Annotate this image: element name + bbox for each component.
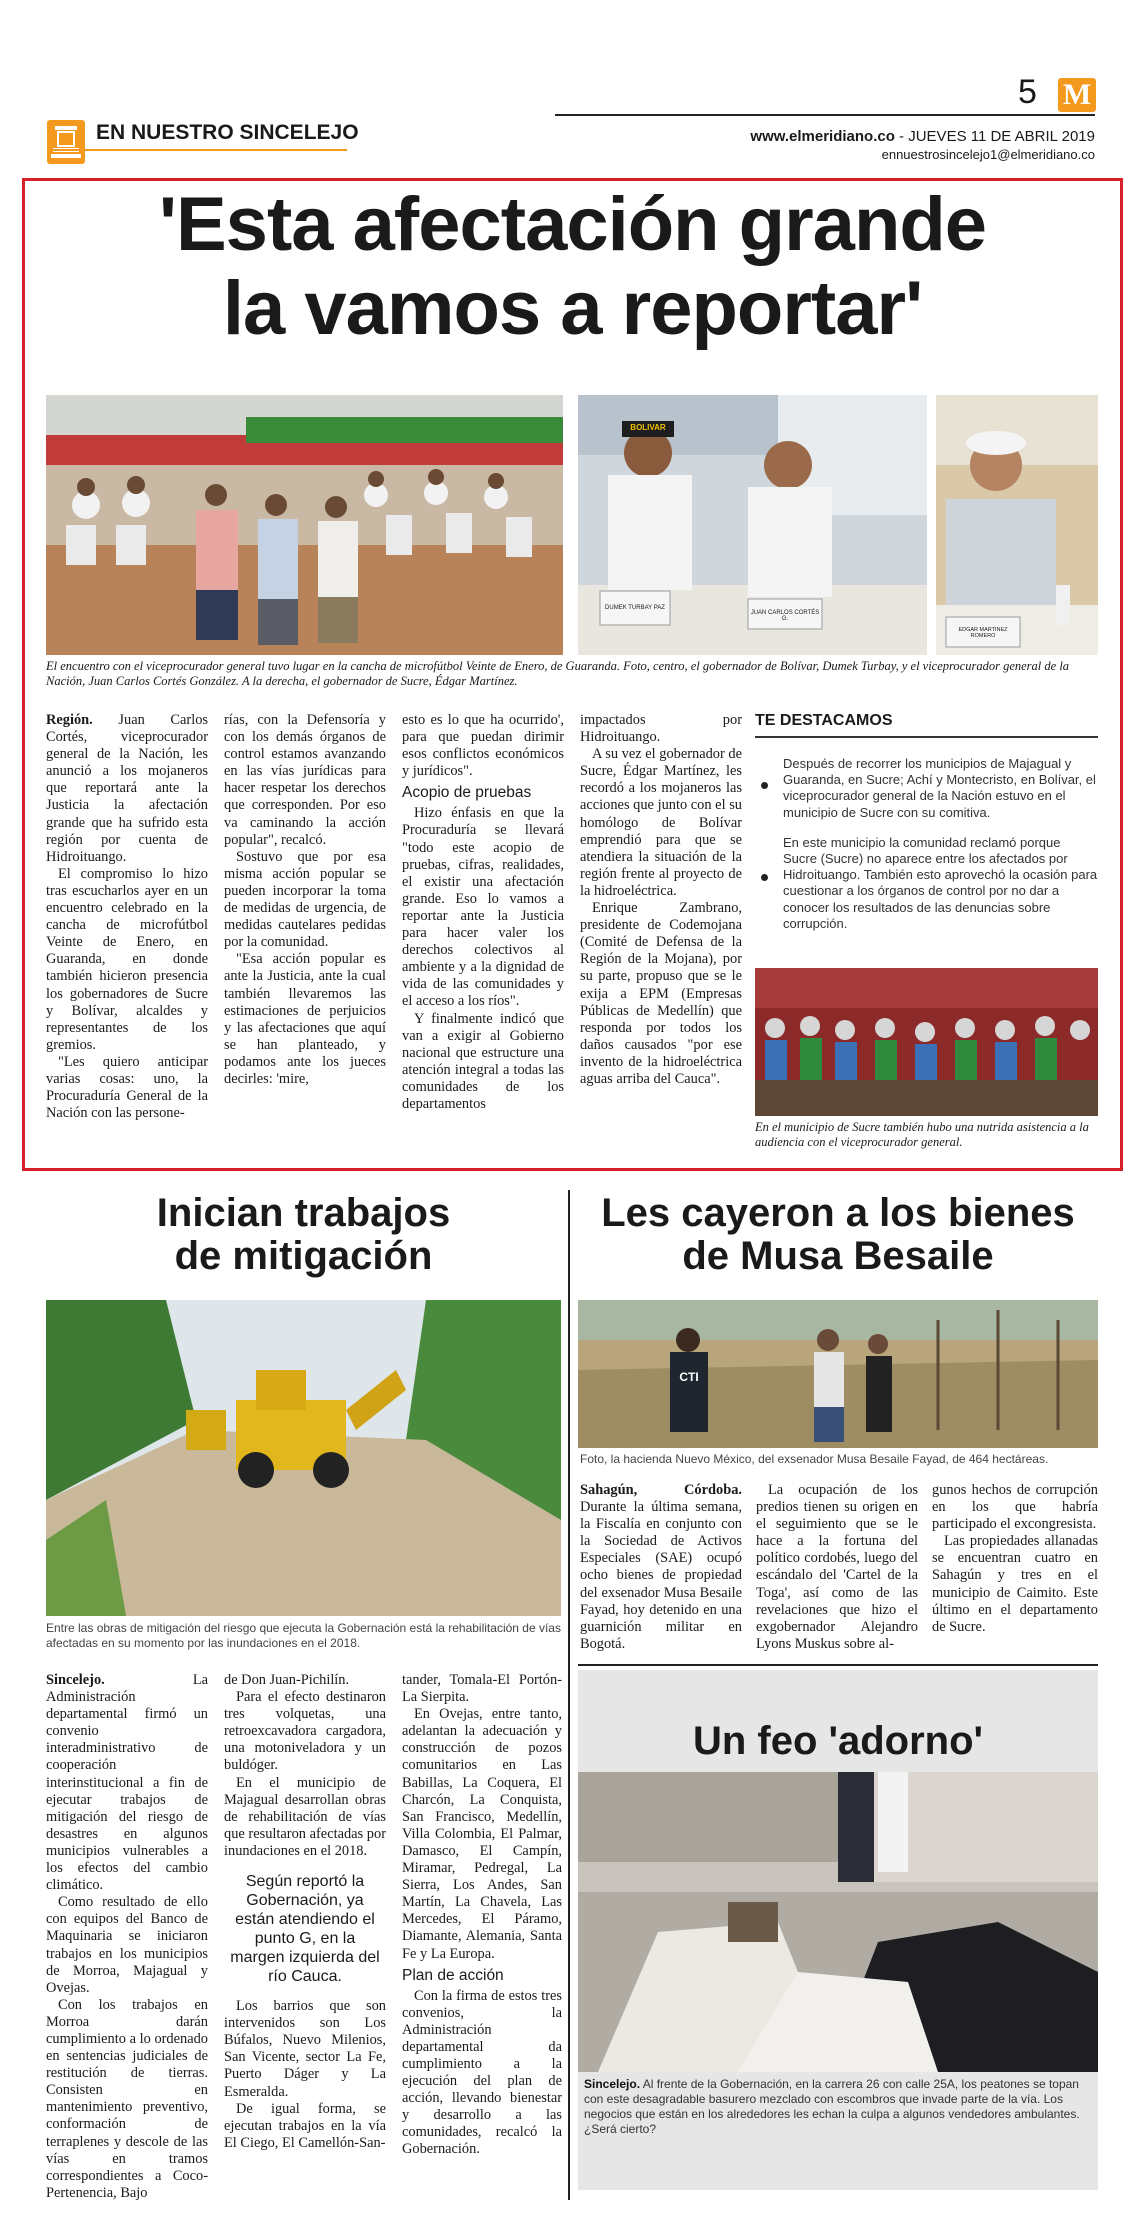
section-label: EN NUESTRO SINCELEJO bbox=[96, 121, 359, 144]
paragraph: impactados por Hidroituango. bbox=[580, 712, 742, 746]
paragraph: Como resultado de ello con equipos del Banco de Maquinaria se iniciaron trabajos en los municipios de Morroa, Majagual y Ovejas. bbox=[46, 1894, 208, 1996]
paragraph: Los barrios que son intervenidos son Los Búfalos, Nuevo Milenios, San Vicente, sector La Fe, Puerto Dáger y La Esmeralda. bbox=[224, 1998, 386, 2100]
dateline: Sincelejo. bbox=[584, 2077, 641, 2091]
paragraph: Y finalmente indicó que van a exigir al Gobierno nacional que estructure una atención integral a todas las comunidades de los departamentos bbox=[402, 1010, 564, 1112]
section-email[interactable]: ennuestrosincelejo1@elmeridiano.co bbox=[881, 147, 1095, 162]
column-divider bbox=[568, 1190, 570, 2200]
paragraph: esto es lo que ha ocurrido', para que puedan dirimir esos conflictos económicos y jurídicos". bbox=[402, 712, 564, 780]
subheading: Acopio de pruebas bbox=[402, 784, 532, 802]
paragraph: Juan Carlos Cortés, viceprocurador general de la Nación, les anunció a los mojaneros que reportará ante la Justicia la afectación grande que ha sufrido esta región por cuenta de Hidroituango. bbox=[46, 712, 208, 865]
sucre-governor-photo bbox=[936, 395, 1098, 655]
paragraph: Con la firma de estos tres convenios, la Administración departamental da cumplimiento a la ejecución del plan de acción, llevando bienestar y desarrollo a las comunidades, recalcó la Gobernación. bbox=[402, 1987, 562, 2158]
besaile-column-3 bbox=[932, 1482, 1098, 1636]
mitigation-column-3 bbox=[402, 1672, 562, 2159]
mitigation-column-1 bbox=[46, 1672, 208, 2202]
site-url[interactable]: www.elmeridiano.co bbox=[750, 128, 895, 145]
besaile-headline bbox=[578, 1192, 1098, 1278]
highlights-box bbox=[755, 712, 1098, 946]
paragraph: gunos hechos de corrupción en los que habría participado el excongresista. bbox=[932, 1482, 1098, 1533]
vest-label: CTI bbox=[679, 1370, 699, 1384]
name-placard: JUAN CARLOS CORTÉS G. bbox=[750, 610, 820, 622]
paragraph: La ocupación de los predios tienen su origen en el seguimiento que se le hace a la fortuna del político cordobés, luego del escándalo del 'Cartel de la Toga', así como de las revelaciones que hizo el exgobernador Alejandro Lyons Muskus sobre al- bbox=[756, 1482, 918, 1652]
highlight-bullet: En este municipio la comunidad reclamó porque Sucre (Sucre) no aparece entre los afectados por Hidroituango. También esto aprovechó la ocasión para cuestionar a los órganos de control por no dar a conocer los resultados de las denuncias sobre corrupción. bbox=[755, 835, 1098, 932]
paragraph: Hizo énfasis en que la Procuraduría se llevará "todo este acopio de pruebas, cifras, realidades, el existir una afectación grande. Eso lo vamos a reportar ante la Justicia para hacer valer los derechos colectivos al ambiente y a la dignidad de vida de las comunidades y el acceso a los ríos". bbox=[402, 805, 564, 1010]
highlights-title: TE DESTACAMOS bbox=[755, 712, 893, 729]
adorno-caption bbox=[584, 2077, 1094, 2137]
dateline: Región. bbox=[46, 712, 93, 728]
section-rule bbox=[578, 1664, 1098, 1666]
paragraph: La Administración departamental firmó un convenio interadministrativo de cooperación interinstitucional a fin de ejecutar trabajos de mitigación del riesgo de desastres en algunos municipios vulnerables a los efectos del cambio climático. bbox=[46, 1672, 208, 1894]
caption-text: Al frente de la Gobernación, en la carrera 26 con calle 25A, los peatones se topan con este desagradable basurero mezclado con escombros que invade parte de la vía. Los negocios que están en los alrededores les echan la culpa a algunos vendedores ambulantes. ¿Será cierto? bbox=[584, 2077, 1080, 2136]
pull-quote: Según reportó la Gobernación, ya están atendiendo el punto G, en la margen izquierda del río Cauca. bbox=[230, 1873, 380, 1986]
dateline: Sahagún, Córdoba. bbox=[580, 1482, 742, 1498]
adorno-headline: Un feo 'adorno' bbox=[692, 1719, 984, 1763]
issue-date: - JUEVES 11 DE ABRIL 2019 bbox=[894, 128, 1095, 145]
besaile-column-2 bbox=[756, 1482, 918, 1653]
road-works-photo bbox=[46, 1300, 561, 1616]
paragraph: Para el efecto destinaron tres volquetas, una retroexcavadora cargadora, una motoniveladora y un buldóger. bbox=[224, 1689, 386, 1774]
garbage-dump-photo bbox=[578, 1772, 1098, 2072]
headline-line-1: 'Esta afectación grande bbox=[158, 182, 987, 267]
headline-line-1: Les cayeron a los bienes bbox=[601, 1191, 1075, 1235]
paragraph: Enrique Zambrano, presidente de Codemojana (Comité de Defensa de la Región de la Mojana), por su parte, propuso que se le exija a EPM (Empresas Públicas de Medellín) que responda por todos los daños causados "por ese invento de la hidroeléctrica aguas arriba del Cauca". bbox=[580, 900, 742, 1087]
governors-photo bbox=[578, 395, 927, 655]
meeting-crowd-photo bbox=[46, 395, 563, 655]
paragraph: En Ovejas, entre tanto, adelantan la adecuación y construcción de pozos comunitarios en Las Babillas, La Coquera, El Charcón, La Conquista, San Francisco, Medellín, Villa Colombia, El Palmar, Damasco, El Campín, Miramar, Pedregal, La Sierra, Los Andes, San Martín, La Chavela, Las Mercedes, El Páramo, Diamante, Alemania, Santa Fe y La Europa. bbox=[402, 1706, 562, 1962]
site-and-date bbox=[740, 128, 1095, 146]
dateline: Sincelejo. bbox=[46, 1672, 105, 1688]
main-column-2 bbox=[224, 712, 386, 1088]
name-placard: DUMEK TURBAY PAZ bbox=[605, 605, 665, 611]
paragraph: "Esa acción popular es ante la Justicia, ante la cual también llevaremos las estimaciones de perjuicios y las afectaciones que aquí se han planteado, y podamos ante los jueces decirles: 'mire, bbox=[224, 951, 386, 1087]
besaile-column-1 bbox=[580, 1482, 742, 1653]
paragraph: "Les quiero anticipar varias cosas: uno, la Procuraduría General de la Nación con las persone- bbox=[46, 1053, 208, 1122]
main-column-3 bbox=[402, 712, 564, 1113]
paragraph: de Don Juan-Pichilín. bbox=[224, 1672, 350, 1688]
paragraph: rías, con la Defensoría y con los demás órganos de control estamos avanzando en las vías jurídicas para hacer respetar los derechos que corresponden. Por eso va caminando la acción popular", recalcó. bbox=[224, 712, 386, 848]
divider bbox=[755, 736, 1098, 738]
mitigation-caption: Entre las obras de mitigación del riesgo que ejecuta la Gobernación está la rehabilitación de vías afectadas en su momento por las inundaciones en el 2018. bbox=[46, 1621, 561, 1650]
paragraph: Sostuvo que por esa misma acción popular se pueden incorporar la toma de medidas de urgencia, de medidas cautelares pedidas por la comunidad. bbox=[224, 848, 386, 951]
audience-photo bbox=[755, 968, 1098, 1116]
headline-line-1: Inician trabajos bbox=[156, 1191, 451, 1235]
headline-line-2: de Musa Besaile bbox=[682, 1234, 994, 1278]
section-rule bbox=[47, 149, 347, 151]
paragraph: En el municipio de Majagual desarrollan obras de rehabilitación de vías que resultaron afectadas por inundaciones en el 2018. bbox=[224, 1774, 386, 1859]
newspaper-logo: M bbox=[1058, 78, 1096, 112]
monument-icon bbox=[47, 120, 85, 164]
hacienda-raid-photo bbox=[578, 1300, 1098, 1448]
besaile-caption: Foto, la hacienda Nuevo México, del exsenador Musa Besaile Fayad, de 464 hectáreas. bbox=[580, 1452, 1049, 1466]
headline-line-2: la vamos a reportar' bbox=[222, 266, 923, 351]
paragraph: tander, Tomala-El Portón-La Sierpita. bbox=[402, 1672, 562, 1706]
paragraph: Con los trabajos en Morroa darán cumplimiento a lo ordenado en sentencias judiciales de restitución de tierras. Consisten en mantenimiento preventivo, conformación de terraplenes y descole de las vías en tramos correspondientes a Coco-Pertenencia, Bajo bbox=[46, 1996, 208, 2201]
highlight-bullet: Después de recorrer los municipios de Majagual y Guaranda, en Sucre; Achí y Montecristo, en Bolívar, el viceprocurador general de la Nación estuvo en el municipio de Sucre con su comitiva. bbox=[755, 756, 1098, 821]
main-column-4 bbox=[580, 712, 742, 1088]
main-column-1 bbox=[46, 712, 208, 1122]
name-placard: EDGAR MARTINEZ ROMERO bbox=[958, 627, 1008, 639]
main-photo-caption: El encuentro con el viceprocurador general tuvo lugar en la cancha de microfútbol Veinte de Enero, de Guaranda. Foto, centro, el gobernador de Bolívar, Dumek Turbay, y el viceprocurador general de la Nación, Juan Carlos Cortés González. A la derecha, el gobernador de Sucre, Édgar Martínez. bbox=[46, 659, 1070, 688]
main-headline bbox=[30, 183, 1115, 351]
audience-caption: En el municipio de Sucre también hubo una nutrida asistencia a la audiencia con el viceprocurador general. bbox=[755, 1120, 1089, 1149]
cap-label: BOLIVAR bbox=[630, 423, 666, 432]
headline-line-2: de mitigación bbox=[174, 1234, 433, 1278]
paragraph: De igual forma, se ejecutan trabajos en la vía El Ciego, El Camellón-San- bbox=[224, 2100, 386, 2151]
header-rule bbox=[555, 114, 1095, 116]
paragraph: Las propiedades allanadas se encuentran cuatro en Sahagún y tres en el municipio de Caimito. Este último en el departamento de Sucre. bbox=[932, 1533, 1098, 1635]
mitigation-column-2 bbox=[224, 1672, 386, 2152]
paragraph: A su vez el gobernador de Sucre, Édgar Martínez, les recordó a los mojaneros las acciones que junto con el su homólogo de Bolívar emprendió para que se atendiera la situación de la región frente al proyecto de la hidroeléctrica. bbox=[580, 746, 742, 899]
paragraph: Durante la última semana, la Fiscalía en conjunto con la Sociedad de Activos Especiales (SAE) ocupó ocho bienes de propiedad del exsenador Musa Besaile Fayad, hoy detenido en una guarnición militar en Bogotá. bbox=[580, 1499, 742, 1652]
mitigation-headline bbox=[46, 1192, 561, 1278]
paragraph: El compromiso lo hizo tras escucharlos ayer en un encuentro celebrado en la cancha de microfútbol Veinte de Enero, en Guaranda, en donde también hicieron presencia los gobernadores de Sucre y Bolívar, alcaldes y representantes de los gremios. bbox=[46, 865, 208, 1053]
subheading: Plan de acción bbox=[402, 1966, 504, 1984]
page-number: 5 bbox=[1018, 73, 1037, 111]
